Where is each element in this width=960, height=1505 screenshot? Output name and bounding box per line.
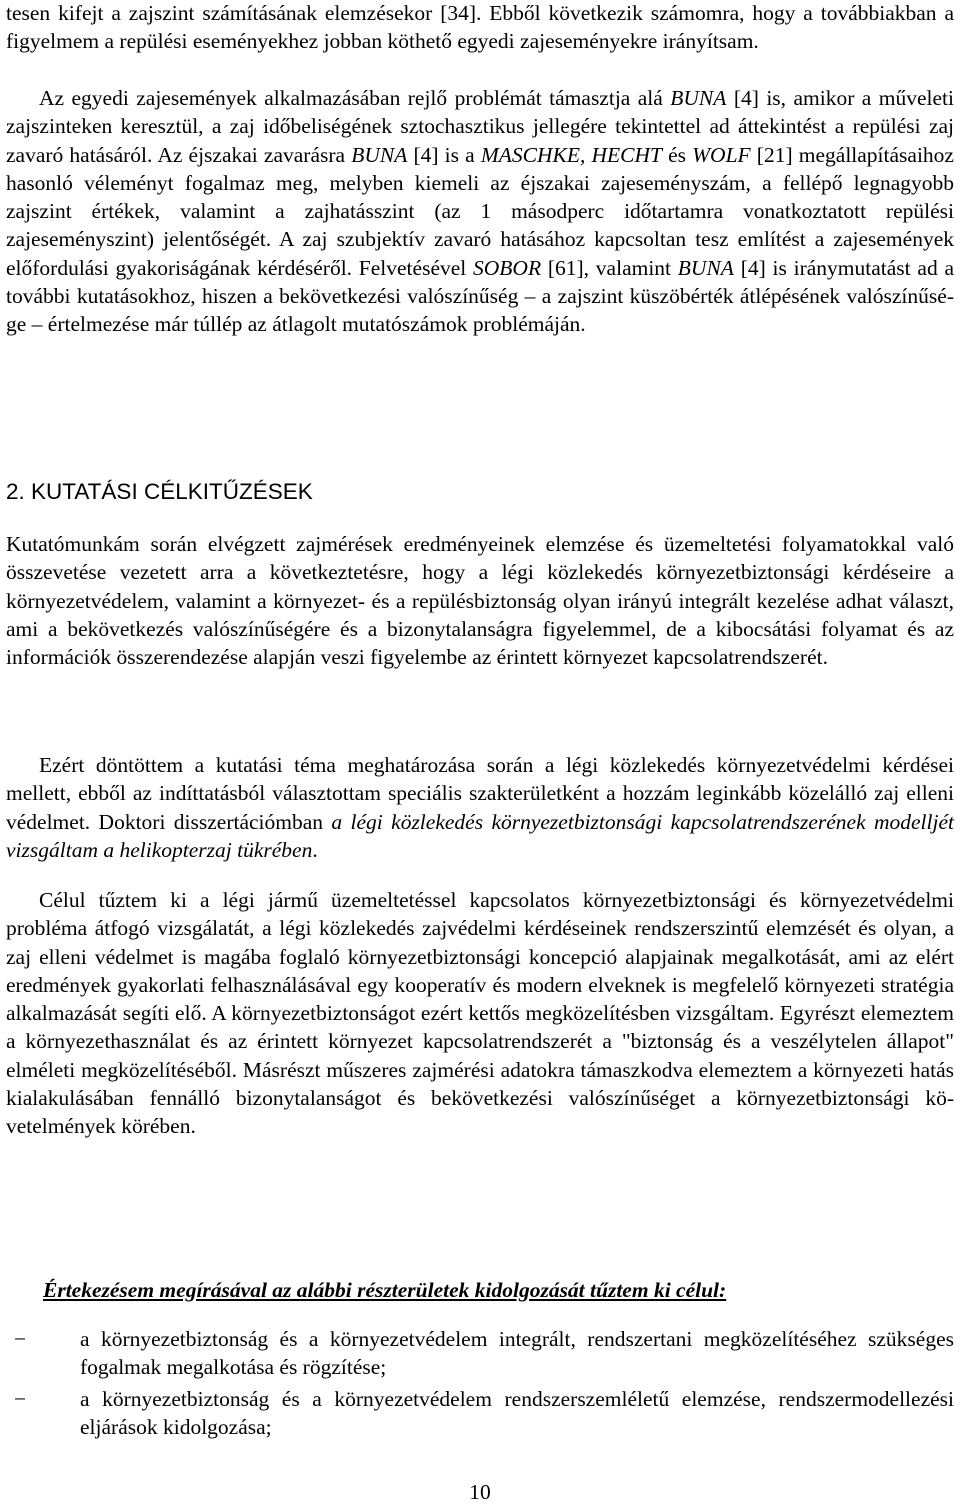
text-segment: . bbox=[312, 837, 318, 862]
text-segment: és bbox=[661, 142, 693, 167]
list-item bbox=[6, 1385, 954, 1442]
dash-bullet: − bbox=[14, 1327, 27, 1351]
paragraph-intro-continuation: tesen kifejt a zajszint számításának elemzésekor [34]. Ebből következik számomra, hogy a továbbiakban a figyelmem a repülési eseményekhez jobban köthető egyedi zajeseményekre irányítsam. bbox=[6, 1, 954, 54]
dissertation-title: a légi közlekedés környezetbiztonsági kapcsolatrendszerének modelljét vizsgáltam a helikopterzaj tükrében bbox=[6, 809, 954, 862]
text-segment: Ezért döntöttem a kutatási téma meghatározása során a légi közlekedés környezetvédelmi kérdései mellett, ebből az indíttatásból választottam speciális szakterületként a hozzám leginkább közelálló zaj elleni védelmet. Doktori disszertációmban bbox=[6, 753, 954, 834]
paragraph-topic-choice bbox=[6, 751, 954, 864]
author-name: BUNA bbox=[670, 86, 727, 110]
text-segment: Az egyedi zajesemények alkalmazásában rejlő problémát támasztja alá bbox=[39, 86, 671, 110]
dash-bullet: − bbox=[14, 1386, 27, 1411]
list-item-text: a környezetbiztonság és a környezetvédelem integrált, rendszertani megközelítéséhez szükséges fogalmak megalkotása és rögzítése; bbox=[80, 1327, 954, 1380]
paragraph-noise-events bbox=[6, 84, 954, 339]
section-heading: 2. KUTATÁSI CÉLKITŰZÉSEK bbox=[6, 479, 313, 504]
author-name: WOLF bbox=[692, 142, 751, 167]
author-name: SOBOR bbox=[473, 255, 542, 280]
paragraph-research-conclusion: Kutatómunkám során elvégzett zajmérések eredményeinek elemzése és üzemeltetési folyamatokkal való összevetése vezetett arra a következtetésre, hogy a légi közlekedés környezetbiztonsági kérdéseire a környezetvédelem, valamint a környezet- és a repülésbiztonság olyan irányú integrált kezelése adhat választ, ami a bekövetkezés valószínűségére és a bizonytalanságra figyelemmel, de a kibocsátási folyamat és az információk összerendezése alapján veszi figyelembe az érintett környezet kapcsolatrendszerét. bbox=[6, 532, 954, 670]
list-item bbox=[6, 1325, 954, 1382]
objectives-title: Értekezésem megírásával az alábbi részterületek kidolgozását tűztem ki célul: bbox=[43, 1278, 727, 1302]
text-segment: [4] is, amikor a műveleti zajszinteken keresztül, a zaj időbeliségének sztochasztikus jellegére tekintettel ad áttekintést a repülési zaj zavaró hatásáról. Az éjszakai zavarásra bbox=[6, 86, 954, 167]
text-segment: [61], valamint bbox=[541, 255, 678, 280]
author-name: BUNA bbox=[677, 255, 734, 280]
text-segment: [4] is a bbox=[407, 142, 481, 167]
list-item-text: a környezetbiztonság és a környezetvédelem rendszerszemléletű elemzése, rendszermodellezési eljárások kidolgozása; bbox=[80, 1386, 954, 1439]
page-number: 10 bbox=[469, 1480, 491, 1504]
author-name: BUNA bbox=[351, 142, 408, 167]
paragraph-goals: Célul tűztem ki a légi jármű üzemeltetéssel kapcsolatos környezetbiztonsági és környezetvédelmi probléma átfogó vizsgálatát, a légi közlekedés zajvédelmi kérdéseinek rendszerszintű elemzését és olyan, a zaj elleni védelmet is magába foglaló környezetbiztonsági koncepció alapjainak megalkotását, ami az elért eredmények gyakorlati felhasználásával egy kooperatív és modern elveknek is megfelelő környezeti stratégia alkalmazását segíti elő. A környezetbiztonságot ezért kettős megközelítésben vizsgáltam. Egyrészt elemeztem a környezethasználat és az érintett környezet kapcsolatrendszerét a "biztonság és a veszélytelen állapot" elméleti megközelítéséből. Másrészt műszeres zajmérési adatokra támaszkodva elemeztem a környezeti hatás kialakulásában fennálló bizonytalanságot és bekövetkezési valószínűséget a környezetbiztonsági követelmények körében. bbox=[6, 888, 954, 1139]
text-segment: [4] is iránymutatást ad a további kutatásokhoz, hiszen a bekövetkezési valószínűség – a zajszint küszöbérték átlépésének valószínűsége – értelmezése már túllép az átlagolt mutatószámok problémáján. bbox=[6, 255, 954, 337]
author-name: MASCHKE, HECHT bbox=[480, 142, 662, 167]
objectives-list bbox=[6, 1325, 954, 1444]
text-segment: [21] megállapításaihoz hasonló véleményt fogalmaz meg, melyben kiemeli az éjszakai zajeseményszám, a fellépő legnagyobb zajszint értékek, valamint a zajhatásszint (az 1 másodperc időtartamra vonatkoztatott repülési zajeseményszint) jelentőségét. A zaj szubjektív zavaró hatásához kapcsoltan tesz említést a zajesemények előfordulási gyakoriságának kérdéséről. Felvetésével bbox=[6, 142, 954, 280]
